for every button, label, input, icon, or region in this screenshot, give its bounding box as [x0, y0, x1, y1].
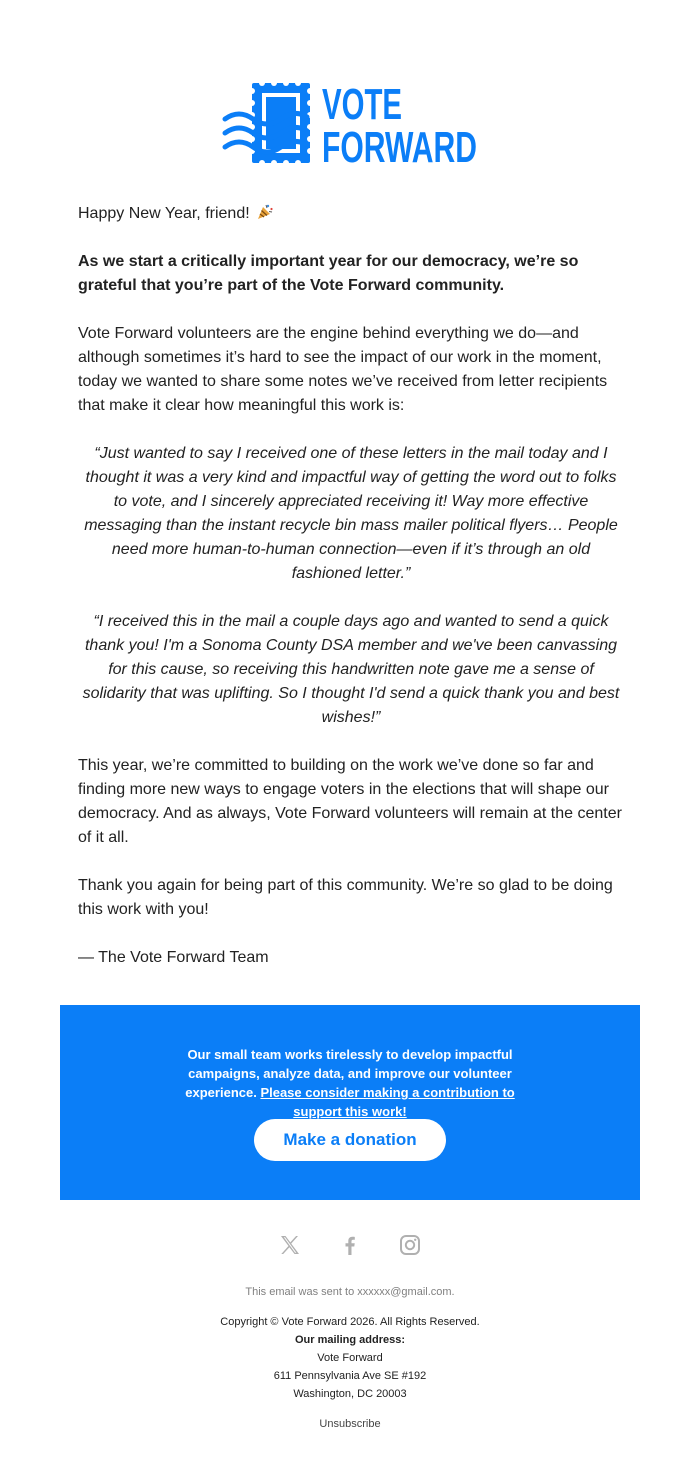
- copyright-text: Copyright © Vote Forward 2026. All Rights Reserved.: [220, 1316, 480, 1328]
- footer-unsubscribe: [0, 1415, 700, 1433]
- quote-1: “Just wanted to say I received one of these letters in the mail today and I thought it was a very kind and impactful way of getting the word out to folks to vote, and I sincerely appreciated receiving it! Way more effective messaging than the instant recycle bin mass mailer political flyers… People need more human-to-human connection—even if it’s through an old fashioned letter.”: [84, 445, 618, 582]
- org-name: Vote Forward: [317, 1352, 383, 1364]
- logo-word-vote: VOTE: [322, 80, 402, 129]
- footer-address-block: [0, 1313, 700, 1403]
- signoff: — The Vote Forward Team: [78, 949, 269, 966]
- logo-word-forward: FORWARD: [322, 123, 477, 172]
- instagram-icon[interactable]: [398, 1233, 422, 1257]
- paragraph-3: Thank you again for being part of this community. We’re so glad to be doing this work with you!: [78, 877, 613, 918]
- address-line-2: Washington, DC 20003: [293, 1388, 407, 1400]
- quote-2: “I received this in the mail a couple days ago and wanted to send a quick thank you! I'm a Sonoma County DSA member and we've been canvassing for this cause, so receiving this handwritten note gave me a sense of solidarity that was uplifting. So I thought I'd send a quick thank you and best wishes!”: [82, 613, 620, 726]
- social-links: [0, 1233, 700, 1257]
- party-popper-icon: [256, 203, 274, 221]
- unsubscribe-link[interactable]: Unsubscribe: [319, 1418, 381, 1430]
- vote-forward-logo[interactable]: [222, 80, 478, 172]
- paragraph-1: Vote Forward volunteers are the engine behind everything we do—and although sometimes it’s hard to see the impact of our work in the moment, today we wanted to share some notes we’ve received from letter recipients that make it clear how meaningful this work is:: [78, 325, 608, 414]
- stamp-waves-icon: [222, 80, 478, 172]
- donation-message: [180, 1045, 520, 1121]
- sent-to-text: This email was sent to xxxxxx@gmail.com.: [245, 1286, 455, 1298]
- donation-banner: [60, 1005, 640, 1200]
- letter-body: [78, 202, 624, 994]
- facebook-icon[interactable]: [338, 1233, 362, 1257]
- paragraph-2: This year, we’re committed to building on the work we’ve done so far and finding more new ways to engage voters in the elections that will shape our democracy. And as always, Vote Forward volunteers will remain at the center of it all.: [78, 757, 622, 846]
- donation-message-text: Our small team works tirelessly to develop impactful campaigns, analyze data, and improve our volunteer experience.: [185, 1047, 513, 1100]
- make-donation-button[interactable]: Make a donation: [254, 1119, 446, 1161]
- intro-bold: As we start a critically important year for our democracy, we’re so grateful that you’re part of the Vote Forward community.: [78, 253, 579, 294]
- greeting-text: Happy New Year, friend!: [78, 205, 255, 222]
- greeting: [78, 202, 624, 226]
- address-line-1: 611 Pennsylvania Ave SE #192: [273, 1370, 427, 1382]
- x-icon[interactable]: [278, 1233, 302, 1257]
- contribution-link[interactable]: Please consider making a contribution to support this work!: [260, 1085, 515, 1119]
- footer-sent-to: [0, 1283, 700, 1301]
- mailing-address-label: Our mailing address:: [294, 1334, 406, 1346]
